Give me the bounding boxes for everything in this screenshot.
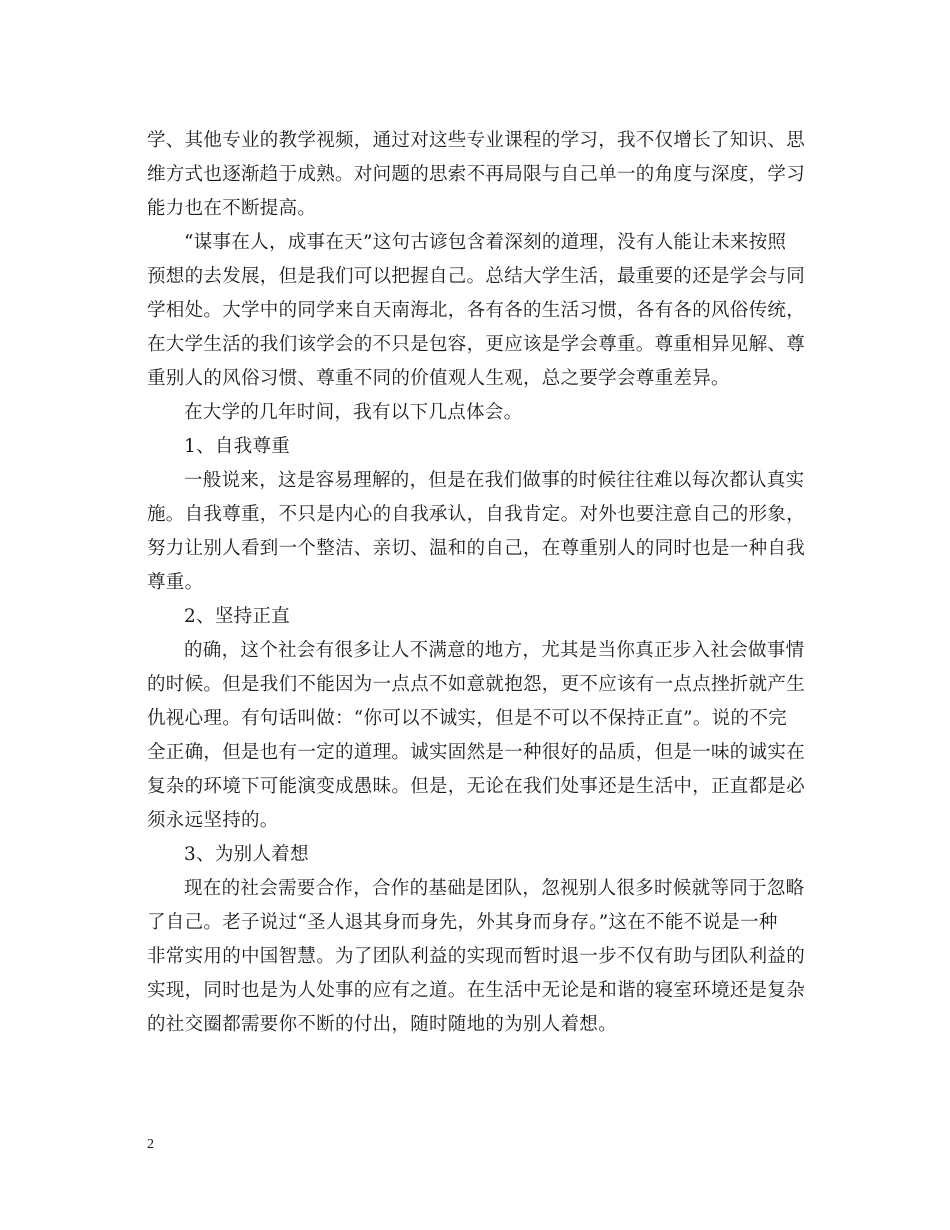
text-line: 的确，这个社会有很多让人不满意的地方，尤其是当你真正步入社会做事情 <box>184 640 805 661</box>
section-heading: 2、坚持正直 <box>184 606 291 627</box>
text-line: 学相处。大学中的同学来自天南海北，各有各的生活习惯，各有各的风俗传统， <box>147 300 806 321</box>
text-line: 非常实用的中国智慧。为了团队利益的实现而暂时退一步不仅有助与团队利益的 <box>147 946 806 967</box>
text-line: 须永远坚持的。 <box>147 810 279 831</box>
text-line: 的时候。但是我们不能因为一点点不如意就抱怨，更不应该有一点点挫折就产生 <box>147 674 806 695</box>
text-line: 学、其他专业的教学视频，通过对这些专业课程的学习，我不仅增长了知识、思 <box>147 130 806 151</box>
document-body <box>147 124 815 1042</box>
text-line: 在大学生活的我们该学会的不只是包容，更应该是学会尊重。尊重相异见解、尊 <box>147 334 806 355</box>
text-line: 努力让别人看到一个整洁、亲切、温和的自己，在尊重别人的同时也是一种自我 <box>147 538 806 559</box>
text-line: 能力也在不断提高。 <box>147 198 317 219</box>
section-heading: 1、自我尊重 <box>184 436 291 457</box>
text-line: 全正确，但是也有一定的道理。诚实固然是一种很好的品质，但是一味的诚实在 <box>147 742 806 763</box>
text-line: 一般说来，这是容易理解的，但是在我们做事的时候往往难以每次都认真实 <box>184 470 805 491</box>
page-number: 2 <box>147 1137 154 1152</box>
text-line: 了自己。老子说过“圣人退其身而身先，外其身而身存。”这在不能不说是一种 <box>147 912 778 933</box>
text-line: 重别人的风俗习惯、尊重不同的价值观人生观，总之要学会尊重差异。 <box>147 368 730 389</box>
text-line: 实现，同时也是为人处事的应有之道。在生活中无论是和谐的寝室环境还是复杂 <box>147 980 806 1001</box>
text-line: 在大学的几年时间，我有以下几点体会。 <box>184 402 523 423</box>
text-line: 的社交圈都需要你不断的付出，随时随地的为别人着想。 <box>147 1014 618 1035</box>
text-line: 复杂的环境下可能演变成愚昧。但是，无论在我们处事还是生活中，正直都是必 <box>147 776 806 797</box>
text-line: 仇视心理。有句话叫做：“你可以不诚实，但是不可以不保持正直”。说的不完 <box>147 708 787 729</box>
section-heading: 3、为别人着想 <box>184 844 309 865</box>
text-line: 现在的社会需要合作，合作的基础是团队，忽视别人很多时候就等同于忽略 <box>184 878 805 899</box>
text-line: 施。自我尊重，不只是内心的自我承认，自我肯定。对外也要注意自己的形象， <box>147 504 806 525</box>
text-line: 维方式也逐渐趋于成熟。对问题的思索不再局限与自己单一的角度与深度，学习 <box>147 164 806 185</box>
text-line: “谋事在人，成事在天”这句古谚包含着深刻的道理，没有人能让未来按照 <box>184 232 787 253</box>
text-line: 尊重。 <box>147 572 204 593</box>
text-line: 预想的去发展，但是我们可以把握自己。总结大学生活，最重要的还是学会与同 <box>147 266 806 287</box>
